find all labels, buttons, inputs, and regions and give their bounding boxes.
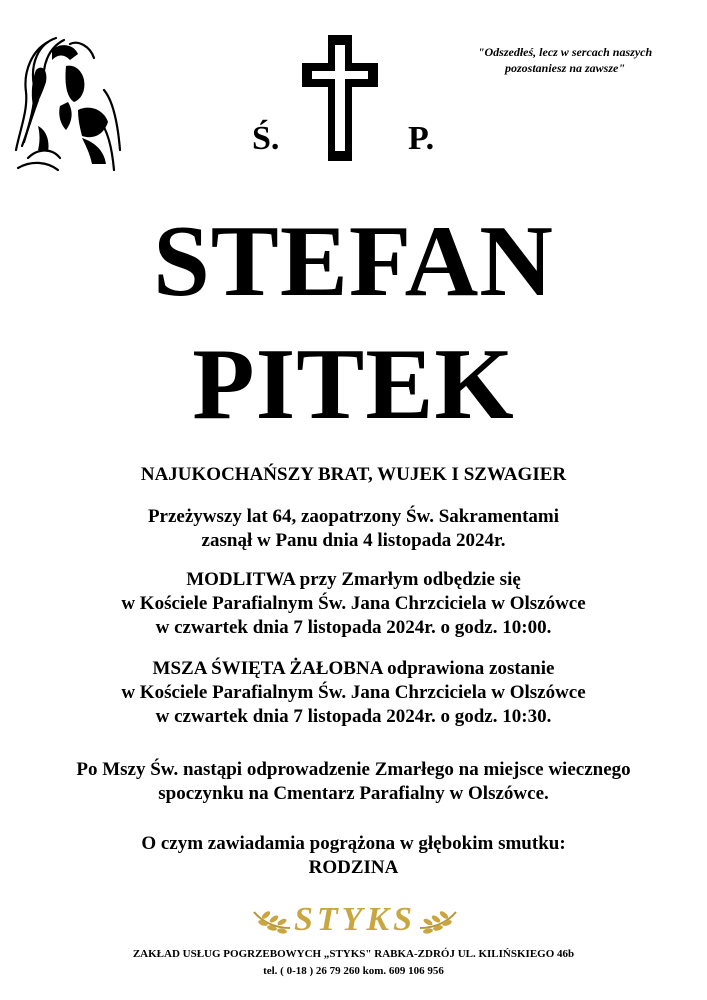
after-line-1: Po Mszy Św. nastąpi odprowadzenie Zmarłego na miejsce wiecznego [76,759,631,780]
funeral-home-address: ZAKŁAD USŁUG POGRZEBOWYCH „STYKS" RABKA-ZDRÓJ UL. KILIŃSKIEGO 46b [132,948,575,960]
mass-line-3: w czwartek dnia 7 listopada 2024r. o godz. 10:30. [155,706,552,727]
prayer-line-1: MODLITWA przy Zmarłym odbędzie się [186,569,521,590]
mass-line-2: w Kościele Parafialnym Św. Jana Chrzciciela w Olszówce [121,682,586,703]
life-paragraph [0,505,707,553]
funeral-home-phone: tel. ( 0-18 ) 26 79 260 kom. 609 106 956 [263,965,444,977]
quote-line-1: "Odszedłeś, lecz w sercach naszych [477,45,653,59]
quote [430,44,700,76]
logo-text: STYKS [293,901,417,938]
praying-jesus-icon [8,30,128,175]
prefix-s: Ś. [252,120,280,157]
life-line-1: Przeżywszy lat 64, zaopatrzony Św. Sakramentami [147,506,560,527]
cross-icon [300,33,380,163]
prayer-line-3: w czwartek dnia 7 listopada 2024r. o godz. 10:00. [155,617,552,638]
mass-paragraph [0,657,707,729]
prayer-paragraph [0,568,707,640]
laurel-icon [418,906,458,934]
notice-line: O czym zawiadamia pogrążona w głębokim smutku: [141,833,566,854]
after-line-2: spoczynku na Cmentarz Parafialny w Olszówce. [158,783,549,804]
relation-line: NAJUKOCHAŃSZY BRAT, WUJEK I SZWAGIER [140,464,567,485]
prefix-p: P. [408,120,435,157]
signature: RODZINA [308,857,399,878]
prayer-line-2: w Kościele Parafialnym Św. Jana Chrzciciela w Olszówce [121,593,586,614]
after-mass-paragraph [0,758,707,806]
life-line-2: zasnął w Panu dnia 4 listopada 2024r. [201,530,506,551]
styks-logo [250,900,460,940]
quote-line-2: pozostaniesz na zawsze" [504,61,626,75]
deceased-last-name: PITEK [192,328,515,441]
laurel-icon [252,906,292,934]
deceased-first-name: STEFAN [153,205,554,318]
notice-paragraph [0,832,707,880]
mass-line-1: MSZA ŚWIĘTA ŻAŁOBNA odprawiona zostanie [152,658,555,679]
